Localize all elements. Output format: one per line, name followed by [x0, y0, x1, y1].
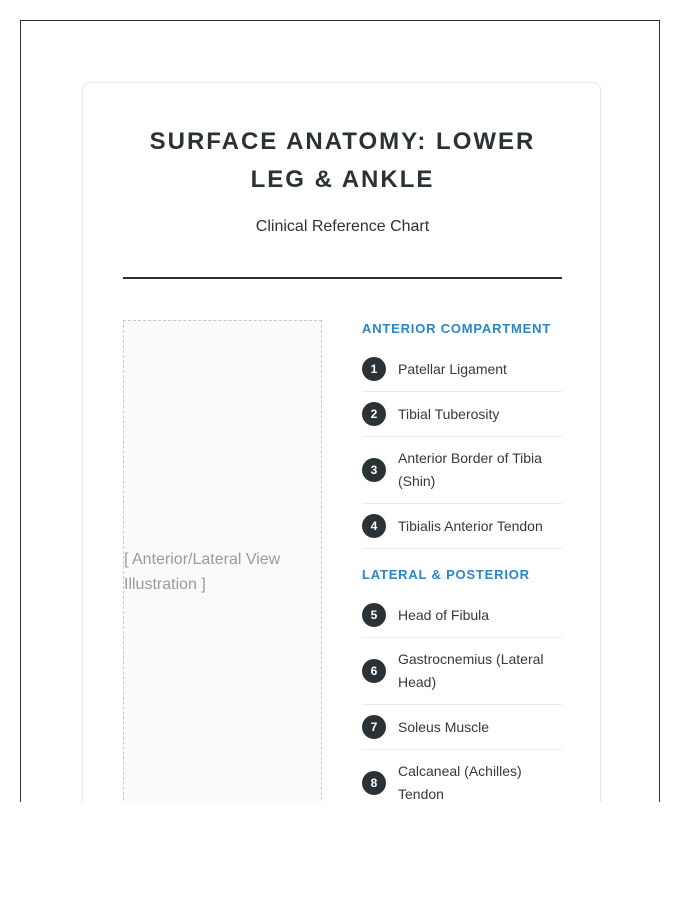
legend-item-label: Calcaneal (Achilles) Tendon: [398, 763, 522, 802]
number-badge: 3: [362, 458, 386, 482]
legend-item-label: Head of Fibula: [398, 606, 490, 623]
number-badge: 8: [362, 771, 386, 795]
legend-item-label: Soleus Muscle: [398, 718, 490, 735]
page-subtitle: Clinical Reference Chart: [255, 218, 430, 235]
anatomy-legend: [362, 320, 562, 802]
page-frame: [20, 20, 660, 802]
legend-item: [362, 638, 562, 705]
legend-item-label: Anterior Border of Tibia (Shin): [398, 450, 542, 489]
illustration-label: [ Anterior/Lateral View Illustration ]: [124, 551, 281, 593]
number-badge: 6: [362, 659, 386, 683]
number-badge: 2: [362, 402, 386, 426]
legend-item-label: Patellar Ligament: [398, 360, 507, 377]
number-badge: 5: [362, 603, 386, 627]
reference-card: [82, 82, 601, 802]
number-badge: 7: [362, 715, 386, 739]
legend-item: [362, 437, 562, 504]
legend-item: [362, 750, 562, 802]
section-heading-lateral-posterior: LATERAL & POSTERIOR: [362, 567, 530, 582]
page-title: SURFACE ANATOMY: LOWER LEG & ANKLE: [149, 128, 536, 193]
legend-item: [362, 347, 562, 392]
legend-item: [362, 504, 562, 549]
legend-item: [362, 705, 562, 750]
legend-item-label: Gastrocnemius (Lateral Head): [398, 651, 544, 690]
legend-item-label: Tibialis Anterior Tendon: [398, 517, 543, 534]
legend-item: [362, 593, 562, 638]
number-badge: 1: [362, 357, 386, 381]
title-divider: [123, 277, 562, 279]
legend-item: [362, 392, 562, 437]
illustration-placeholder: [123, 320, 322, 802]
section-heading-anterior: ANTERIOR COMPARTMENT: [362, 321, 552, 336]
legend-item-label: Tibial Tuberosity: [398, 405, 500, 422]
number-badge: 4: [362, 514, 386, 538]
